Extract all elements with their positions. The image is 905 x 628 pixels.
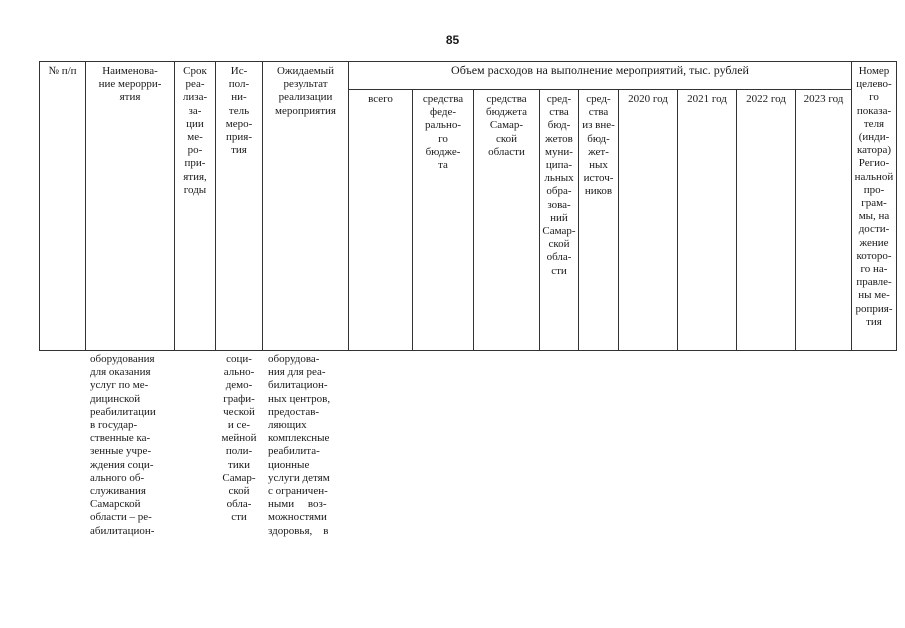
col-border bbox=[795, 89, 796, 351]
header-year-2022: 2022 год bbox=[746, 93, 786, 105]
header-offbudget: сред- ства из вне- бюд- жет- ных источ- ников bbox=[582, 93, 615, 198]
expenses-subheader-border bbox=[348, 89, 851, 90]
header-total: всего bbox=[368, 93, 393, 105]
table-top-border bbox=[39, 61, 897, 62]
col-border bbox=[736, 89, 737, 351]
header-indicator: Номер целево- го показа- теля (инди- катора) Регио- нальной про- грам- мы, на дости- жение которо- го на- правле- ны ме- роприя- тия bbox=[854, 65, 894, 328]
header-municipal: сред- ства бюд- жетов муни- ципа- льных обра- зова- ний Самар- ской обла- сти bbox=[542, 93, 576, 277]
header-term: Срок реа- лиза- за- ции ме- ро- при- ятия, годы bbox=[182, 65, 208, 196]
header-number: № п/п bbox=[48, 65, 77, 77]
col-border bbox=[677, 89, 678, 351]
body-name: оборудования для оказания услуг по ме- дицинской реабилитации в государ- ственные ка- зенные учре- ждения соци- ального об- служивания Самарской области – ре- абилитацион- bbox=[90, 353, 156, 537]
header-bottom-border bbox=[39, 350, 897, 351]
col-border bbox=[39, 61, 40, 351]
header-expenses-title: Объем расходов на выполнение мероприятий, тыс. рублей bbox=[451, 63, 749, 77]
header-regional: средства бюджета Самар- ской области bbox=[485, 93, 527, 158]
header-year-2023: 2023 год bbox=[803, 93, 844, 105]
body-result: оборудова- ния для реа- билитацион- ных центров, предостав- ляющих комплексные реабилита- ционные услуги детям с ограничен- ными воз- можностями здоровья, в bbox=[268, 353, 331, 537]
header-year-2020: 2020 год bbox=[628, 93, 668, 105]
col-border bbox=[896, 61, 897, 351]
header-year-2021: 2021 год bbox=[687, 93, 727, 105]
header-result: Ожидаемый результат реализации мероприятия bbox=[275, 65, 336, 117]
body-executor: соци- ально- демо- графи- ческой и се- мейной поли- тики Самар- ской обла- сти bbox=[221, 353, 257, 524]
col-border bbox=[618, 89, 619, 351]
page-number: 85 bbox=[445, 33, 460, 47]
header-executor: Ис- пол- ни- тель меро- прия- тия bbox=[225, 65, 253, 157]
header-federal: средства феде- рально- го бюдже- та bbox=[422, 93, 464, 172]
header-name: Наименова- ние мероpри- ятия bbox=[98, 65, 162, 104]
